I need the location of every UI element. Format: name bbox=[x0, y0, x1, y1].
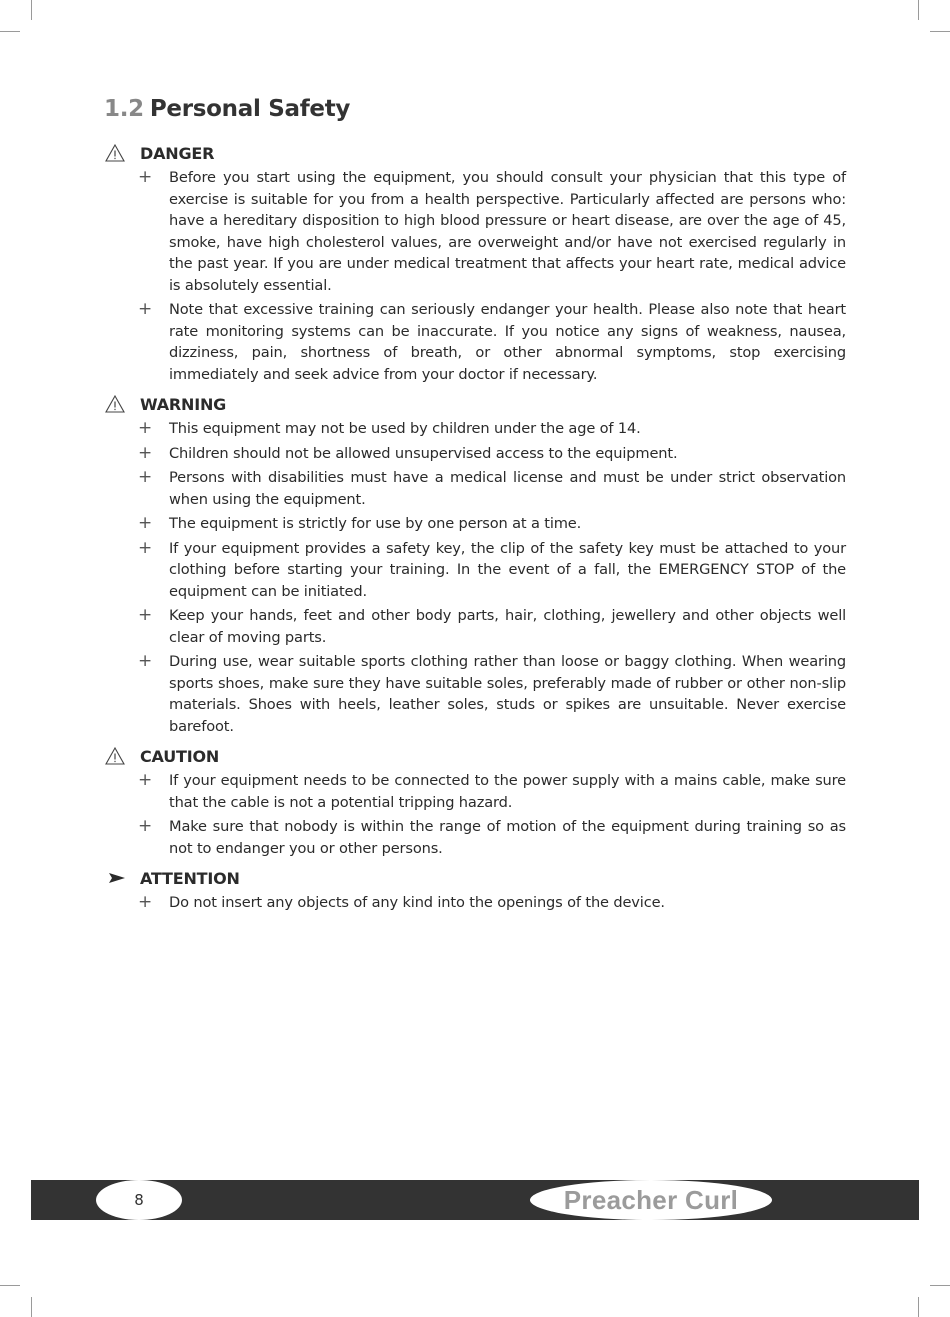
list-item bbox=[104, 443, 846, 465]
item-text: During use, wear suitable sports clothing rather than loose or baggy clothing. When wearing sports shoes, make sure they have suitable soles, preferably made of rubber or other non-slip materials. Shoes with heels, leather soles, studs or spikes are unsuitable. Never exercise barefoot. bbox=[169, 653, 846, 735]
list-item bbox=[104, 816, 846, 859]
crop-mark bbox=[918, 0, 919, 20]
item-text: Keep your hands, feet and other body parts, hair, clothing, jewellery and other objects well clear of moving parts. bbox=[169, 607, 846, 646]
plus-bullet-icon: + bbox=[138, 537, 153, 558]
warning-triangle-icon bbox=[104, 394, 126, 414]
plus-bullet-icon: + bbox=[138, 167, 153, 187]
item-text: Note that excessive training can seriously endanger your health. Please also note that heart rate monitoring systems can be inaccurate. If you notice any signs of weakness, nausea, dizziness, pain, shortness of breath, or other abnormal symptoms, stop exercising immediately and seek advice from your doctor if necessary. bbox=[169, 301, 846, 383]
product-name: Preacher Curl bbox=[530, 1180, 772, 1220]
plus-bullet-icon: + bbox=[138, 442, 153, 463]
section-title: CAUTION bbox=[140, 747, 220, 766]
plus-bullet-icon: + bbox=[138, 892, 153, 912]
list-item bbox=[104, 299, 846, 385]
section-title: ATTENTION bbox=[140, 869, 240, 888]
crop-mark bbox=[0, 1285, 20, 1286]
section-title: DANGER bbox=[140, 144, 215, 163]
crop-mark bbox=[31, 1297, 32, 1317]
crop-mark bbox=[0, 31, 20, 32]
item-text: If your equipment needs to be connected to the power supply with a mains cable, make sure that the cable is not a potential tripping hazard. bbox=[169, 772, 846, 811]
list-item bbox=[104, 651, 846, 737]
plus-bullet-icon: + bbox=[138, 299, 153, 319]
page-heading bbox=[104, 96, 350, 122]
warning-triangle-icon bbox=[104, 746, 126, 766]
crop-mark bbox=[930, 1285, 950, 1286]
item-text: Persons with disabilities must have a medical license and must be under strict observation when using the equipment. bbox=[169, 469, 846, 508]
list-item bbox=[104, 770, 846, 813]
plus-bullet-icon: + bbox=[138, 651, 153, 671]
item-text: Do not insert any objects of any kind into the openings of the device. bbox=[169, 894, 665, 911]
list-item bbox=[104, 513, 846, 535]
item-text: This equipment may not be used by children under the age of 14. bbox=[169, 420, 641, 437]
list-item bbox=[104, 418, 846, 440]
plus-bullet-icon: + bbox=[138, 513, 153, 533]
plus-bullet-icon: + bbox=[138, 418, 153, 438]
list-item bbox=[104, 167, 846, 296]
crop-mark bbox=[930, 31, 950, 32]
crop-mark bbox=[918, 1297, 919, 1317]
crop-mark bbox=[31, 0, 32, 20]
section-caution bbox=[104, 746, 846, 859]
list-item bbox=[104, 467, 846, 510]
page-number: 8 bbox=[96, 1180, 182, 1220]
warning-triangle-icon bbox=[104, 143, 126, 163]
flag-arrow-icon bbox=[108, 868, 130, 888]
heading-title: Personal Safety bbox=[149, 96, 351, 122]
item-text: The equipment is strictly for use by one person at a time. bbox=[169, 515, 582, 532]
plus-bullet-icon: + bbox=[138, 816, 153, 836]
section-attention bbox=[104, 868, 846, 914]
section-warning bbox=[104, 394, 846, 737]
list-item bbox=[104, 538, 846, 603]
plus-bullet-icon: + bbox=[138, 467, 153, 487]
section-danger bbox=[104, 143, 846, 385]
section-title: WARNING bbox=[140, 395, 227, 414]
heading-number: 1.2 bbox=[104, 96, 144, 122]
item-text: Children should not be allowed unsupervised access to the equipment. bbox=[169, 444, 678, 462]
list-item bbox=[104, 892, 846, 914]
plus-bullet-icon: + bbox=[138, 770, 153, 790]
item-text: Before you start using the equipment, you should consult your physician that this type of exercise is suitable for you from a health perspective. Particularly affected are persons who: have a hereditary disposition to high blood pressure or heart disease, are over the age of 45, smoke, have high cholesterol values, are overweight and/or have not exercised regularly in the past year. If you are under medical treatment that affects your heart rate, medical advice is absolutely essential. bbox=[169, 169, 846, 294]
item-text: Make sure that nobody is within the range of motion of the equipment during training so as not to endanger you or other persons. bbox=[169, 818, 846, 857]
plus-bullet-icon: + bbox=[138, 605, 153, 625]
item-text: If your equipment provides a safety key, the clip of the safety key must be attached to your clothing before starting your training. In the event of a fall, the EMERGENCY STOP of the equipment can be initiated. bbox=[169, 539, 846, 600]
list-item bbox=[104, 605, 846, 648]
